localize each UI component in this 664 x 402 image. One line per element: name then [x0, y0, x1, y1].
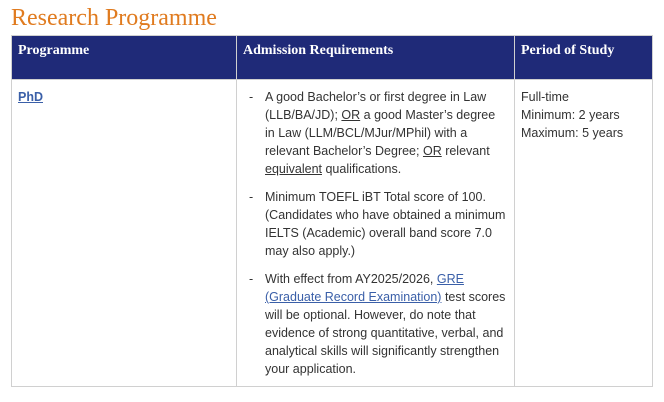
phd-link[interactable]: PhD — [18, 90, 43, 104]
period-mode: Full-time — [521, 90, 569, 104]
req3-part1: With effect from AY2025/2026, — [265, 272, 437, 286]
period-minimum: Minimum: 2 years — [521, 108, 620, 122]
requirement-item — [243, 88, 508, 178]
requirement-item — [243, 188, 508, 260]
section-title: Research Programme — [11, 5, 217, 31]
header-programme: Programme — [12, 36, 237, 80]
or-underlined: OR — [422, 144, 442, 158]
requirement-item — [243, 270, 508, 378]
equivalent-link[interactable]: equivalent — [265, 162, 322, 176]
header-admission-requirements: Admission Requirements — [237, 36, 515, 80]
requirements-cell — [237, 80, 515, 387]
req1-part4: qualifications. — [322, 162, 402, 176]
requirement-degree-text — [265, 88, 508, 178]
requirement-gre-text — [265, 270, 508, 378]
req1-part2: a good Master’s degree in Law (LLM/BCL/MJur/MPhil) with a relevant Bachelor’s Degree; — [265, 108, 496, 158]
bullet-dash: - — [249, 90, 254, 104]
header-period-of-study: Period of Study — [515, 36, 653, 80]
table-header-row — [12, 36, 653, 80]
programme-cell — [12, 80, 237, 387]
programme-table — [11, 35, 653, 387]
bullet-dash: - — [249, 190, 254, 204]
req1-part3: relevant — [441, 144, 490, 158]
period-maximum: Maximum: 5 years — [521, 126, 624, 140]
req1-part1: A good Bachelor’s or first degree in Law (LLB/BA/JD); — [265, 90, 487, 122]
requirements-list — [243, 88, 508, 378]
req3-part2: test scores will be optional. However, do note that evidence of strong quantitative, verbal, and analytical skills will significantly strengthen your application. — [265, 290, 506, 376]
period-cell — [515, 80, 653, 387]
table-row — [12, 80, 653, 387]
bullet-dash: - — [249, 272, 254, 286]
requirement-toefl-text: Minimum TOEFL iBT Total score of 100. (Candidates who have obtained a minimum IELTS (Academic) overall band score 7.0 may also apply.) — [265, 190, 506, 258]
gre-link[interactable]: GRE (Graduate Record Examination) — [265, 272, 464, 304]
or-underlined: OR — [341, 108, 361, 122]
